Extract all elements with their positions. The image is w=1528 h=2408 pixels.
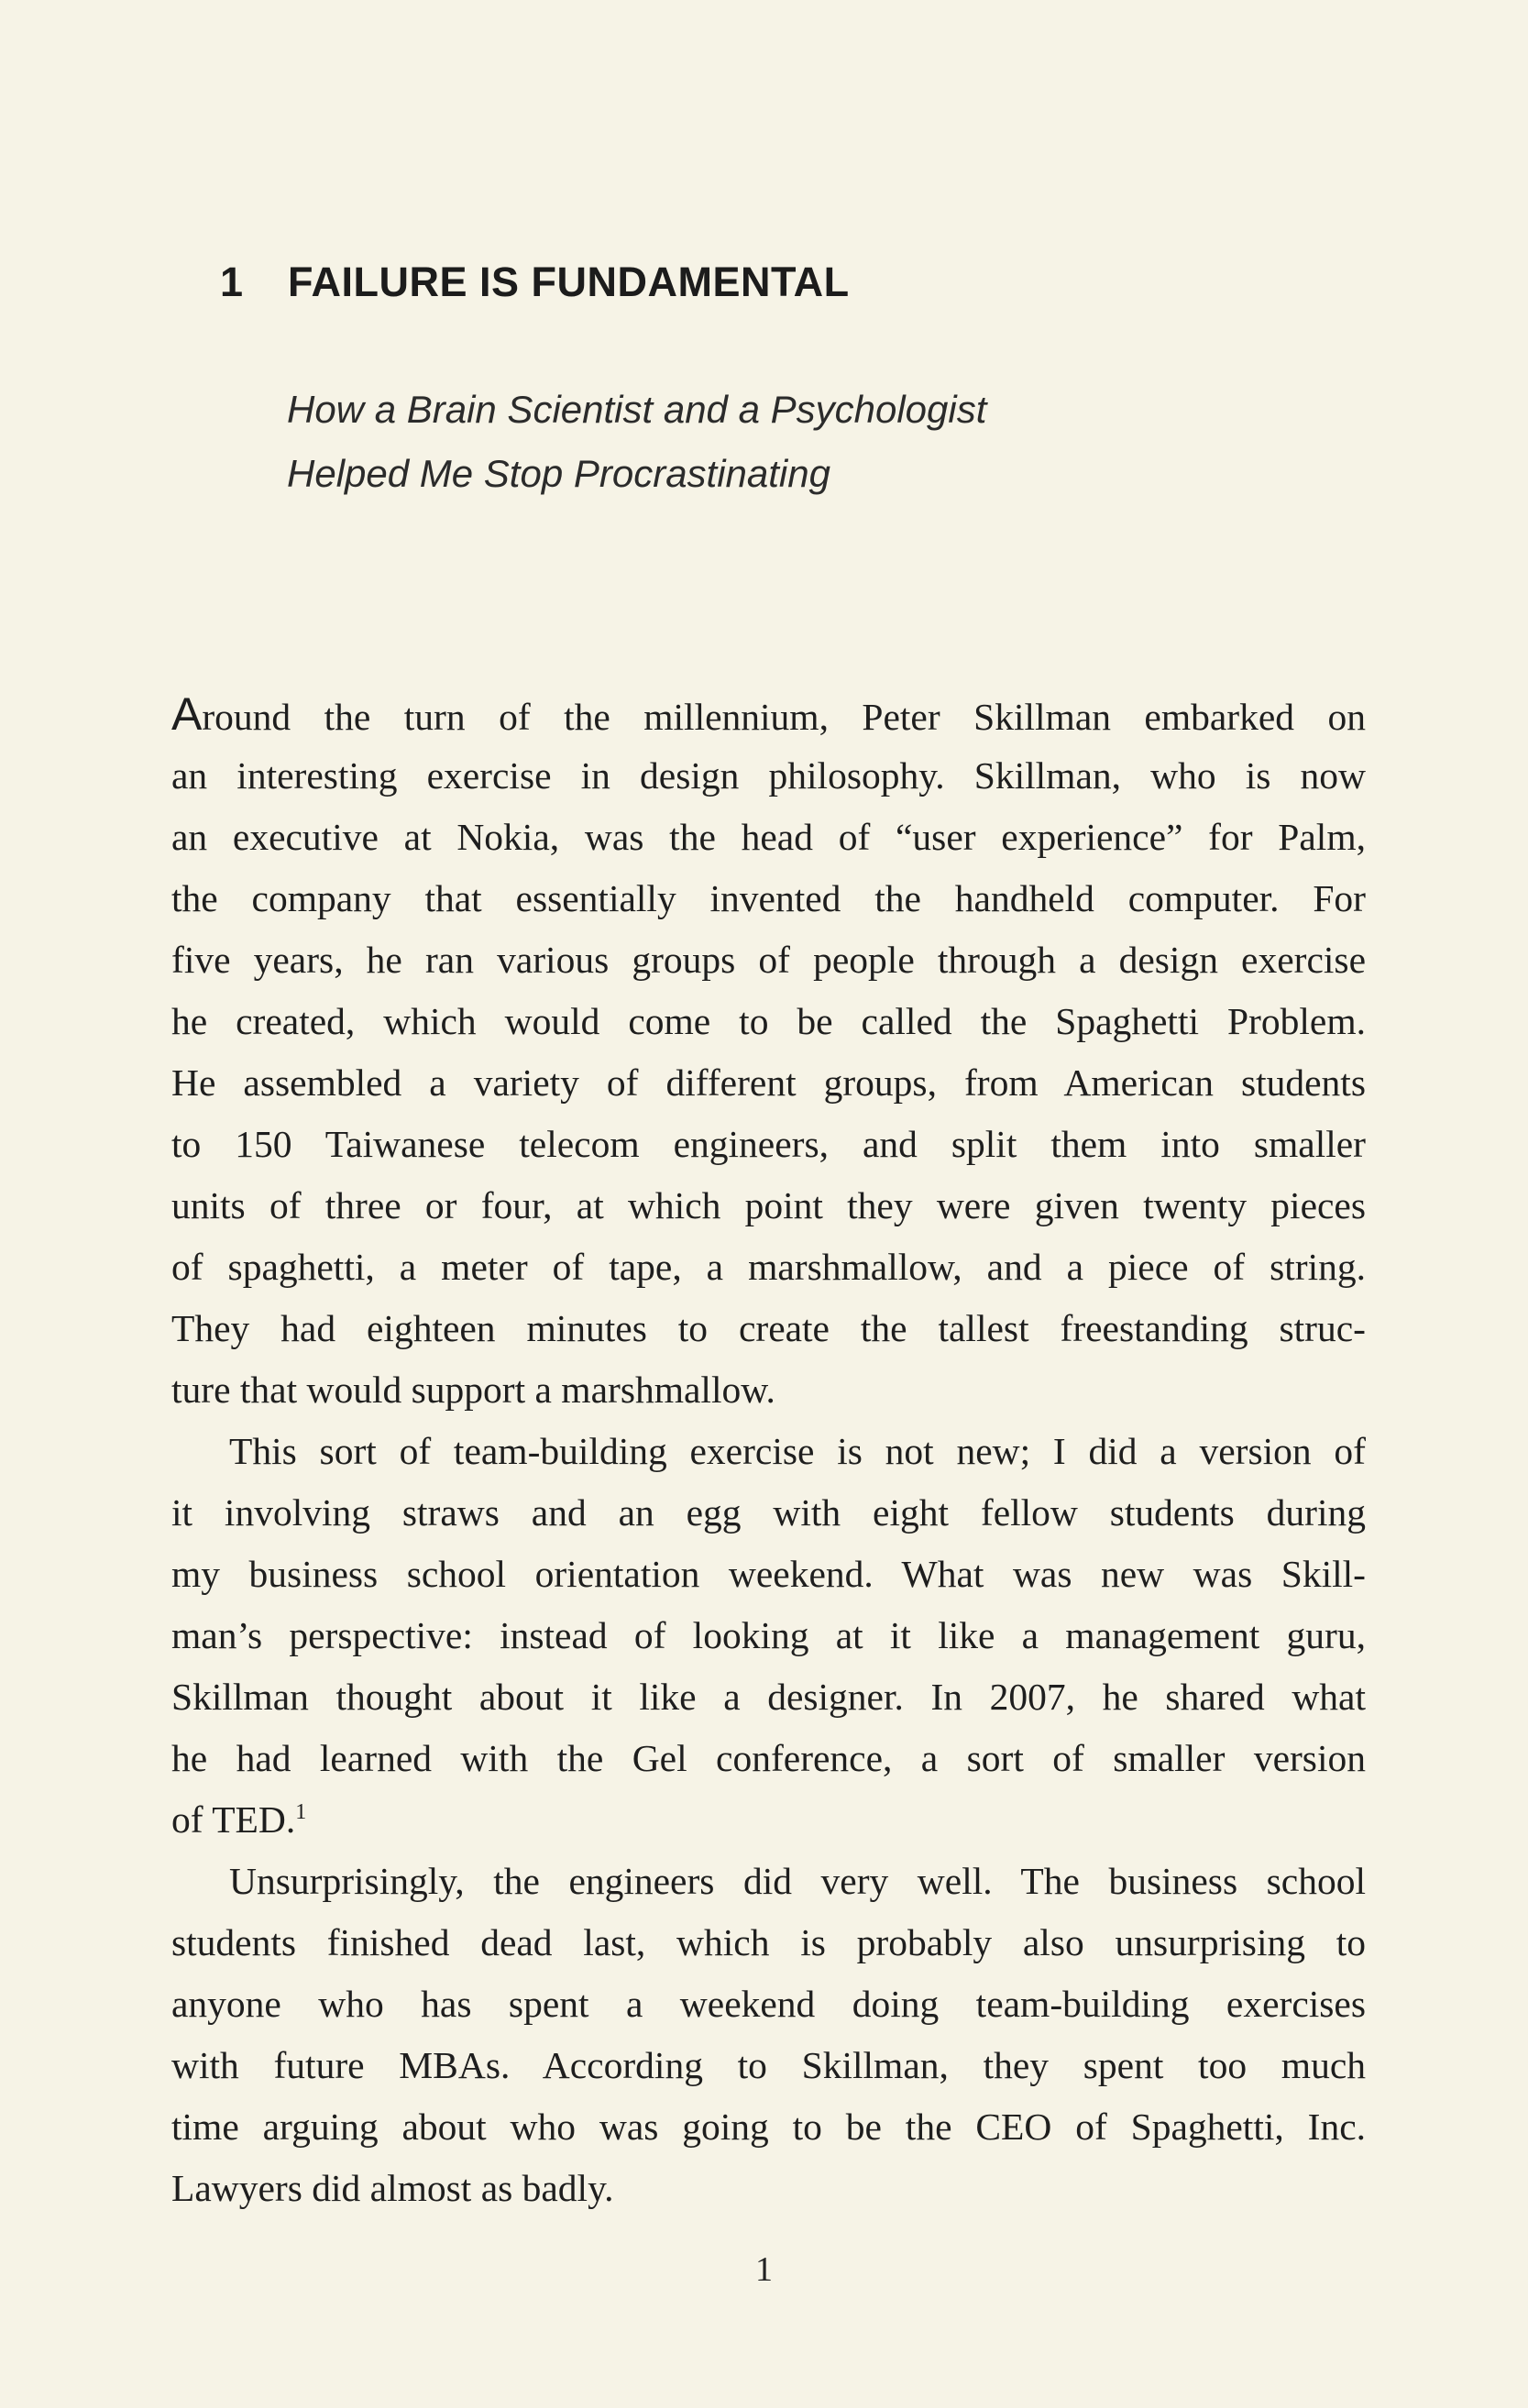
text-line: ture that would support a marshmallow. — [171, 1369, 775, 1411]
text-line: Skillman thought about it like a designer. In 2007, he shared what — [171, 1676, 1366, 1718]
text-line: five years, he ran various groups of people through a design exercise — [171, 939, 1366, 981]
text-line: They had eighteen minutes to create the tallest freestanding struc- — [171, 1307, 1366, 1349]
text-line: He assembled a variety of different groups, from American students — [171, 1061, 1366, 1104]
chapter-subtitle — [287, 378, 986, 506]
chapter-title: FAILURE IS FUNDAMENTAL — [288, 258, 850, 305]
text-line-content: of TED. — [171, 1798, 296, 1841]
text-line — [171, 684, 1366, 745]
text-line: time arguing about who was going to be the CEO of Spaghetti, Inc. — [171, 2106, 1366, 2148]
text-line: to 150 Taiwanese telecom engineers, and split them into smaller — [171, 1123, 1366, 1165]
text-line: an interesting exercise in design philosophy. Skillman, who is now — [171, 754, 1366, 797]
chapter-number: 1 — [220, 258, 244, 305]
text-line: he had learned with the Gel conference, a sort of smaller version — [171, 1737, 1366, 1779]
chapter-heading — [220, 258, 850, 306]
text-line: Unsurprisingly, the engineers did very well. The business school — [229, 1860, 1366, 1902]
text-line: man’s perspective: instead of looking at it like a management guru, — [171, 1614, 1366, 1656]
text-line: the company that essentially invented the handheld computer. For — [171, 877, 1366, 919]
footnote-marker: 1 — [295, 1800, 307, 1825]
text-line: an executive at Nokia, was the head of “user experience” for Palm, — [171, 816, 1366, 858]
text-line: of spaghetti, a meter of tape, a marshmallow, and a piece of string. — [171, 1246, 1366, 1288]
text-line-content: round the turn of the millennium, Peter Skillman embarked on — [202, 696, 1366, 738]
text-line: units of three or four, at which point they were given twenty pieces — [171, 1184, 1366, 1226]
subtitle-line: Helped Me Stop Procrastinating — [287, 452, 830, 495]
subtitle-line: How a Brain Scientist and a Psychologist — [287, 388, 987, 431]
page-number: 1 — [755, 2250, 773, 2289]
text-line: anyone who has spent a weekend doing team-building exercises — [171, 1983, 1366, 2025]
initial-letter: A — [171, 688, 203, 740]
text-line: it involving straws and an egg with eight fellow students during — [171, 1491, 1366, 1534]
text-line: my business school orientation weekend. What was new was Skill- — [171, 1553, 1366, 1595]
body-text — [171, 684, 1366, 2219]
text-line — [171, 1789, 1366, 1851]
text-line: with future MBAs. According to Skillman, they spent too much — [171, 2044, 1366, 2086]
text-line: This sort of team-building exercise is not new; I did a version of — [229, 1430, 1366, 1472]
text-line: students finished dead last, which is probably also unsurprising to — [171, 1921, 1366, 1963]
text-line: Lawyers did almost as badly. — [171, 2167, 614, 2209]
text-line: he created, which would come to be called the Spaghetti Problem. — [171, 1000, 1366, 1042]
